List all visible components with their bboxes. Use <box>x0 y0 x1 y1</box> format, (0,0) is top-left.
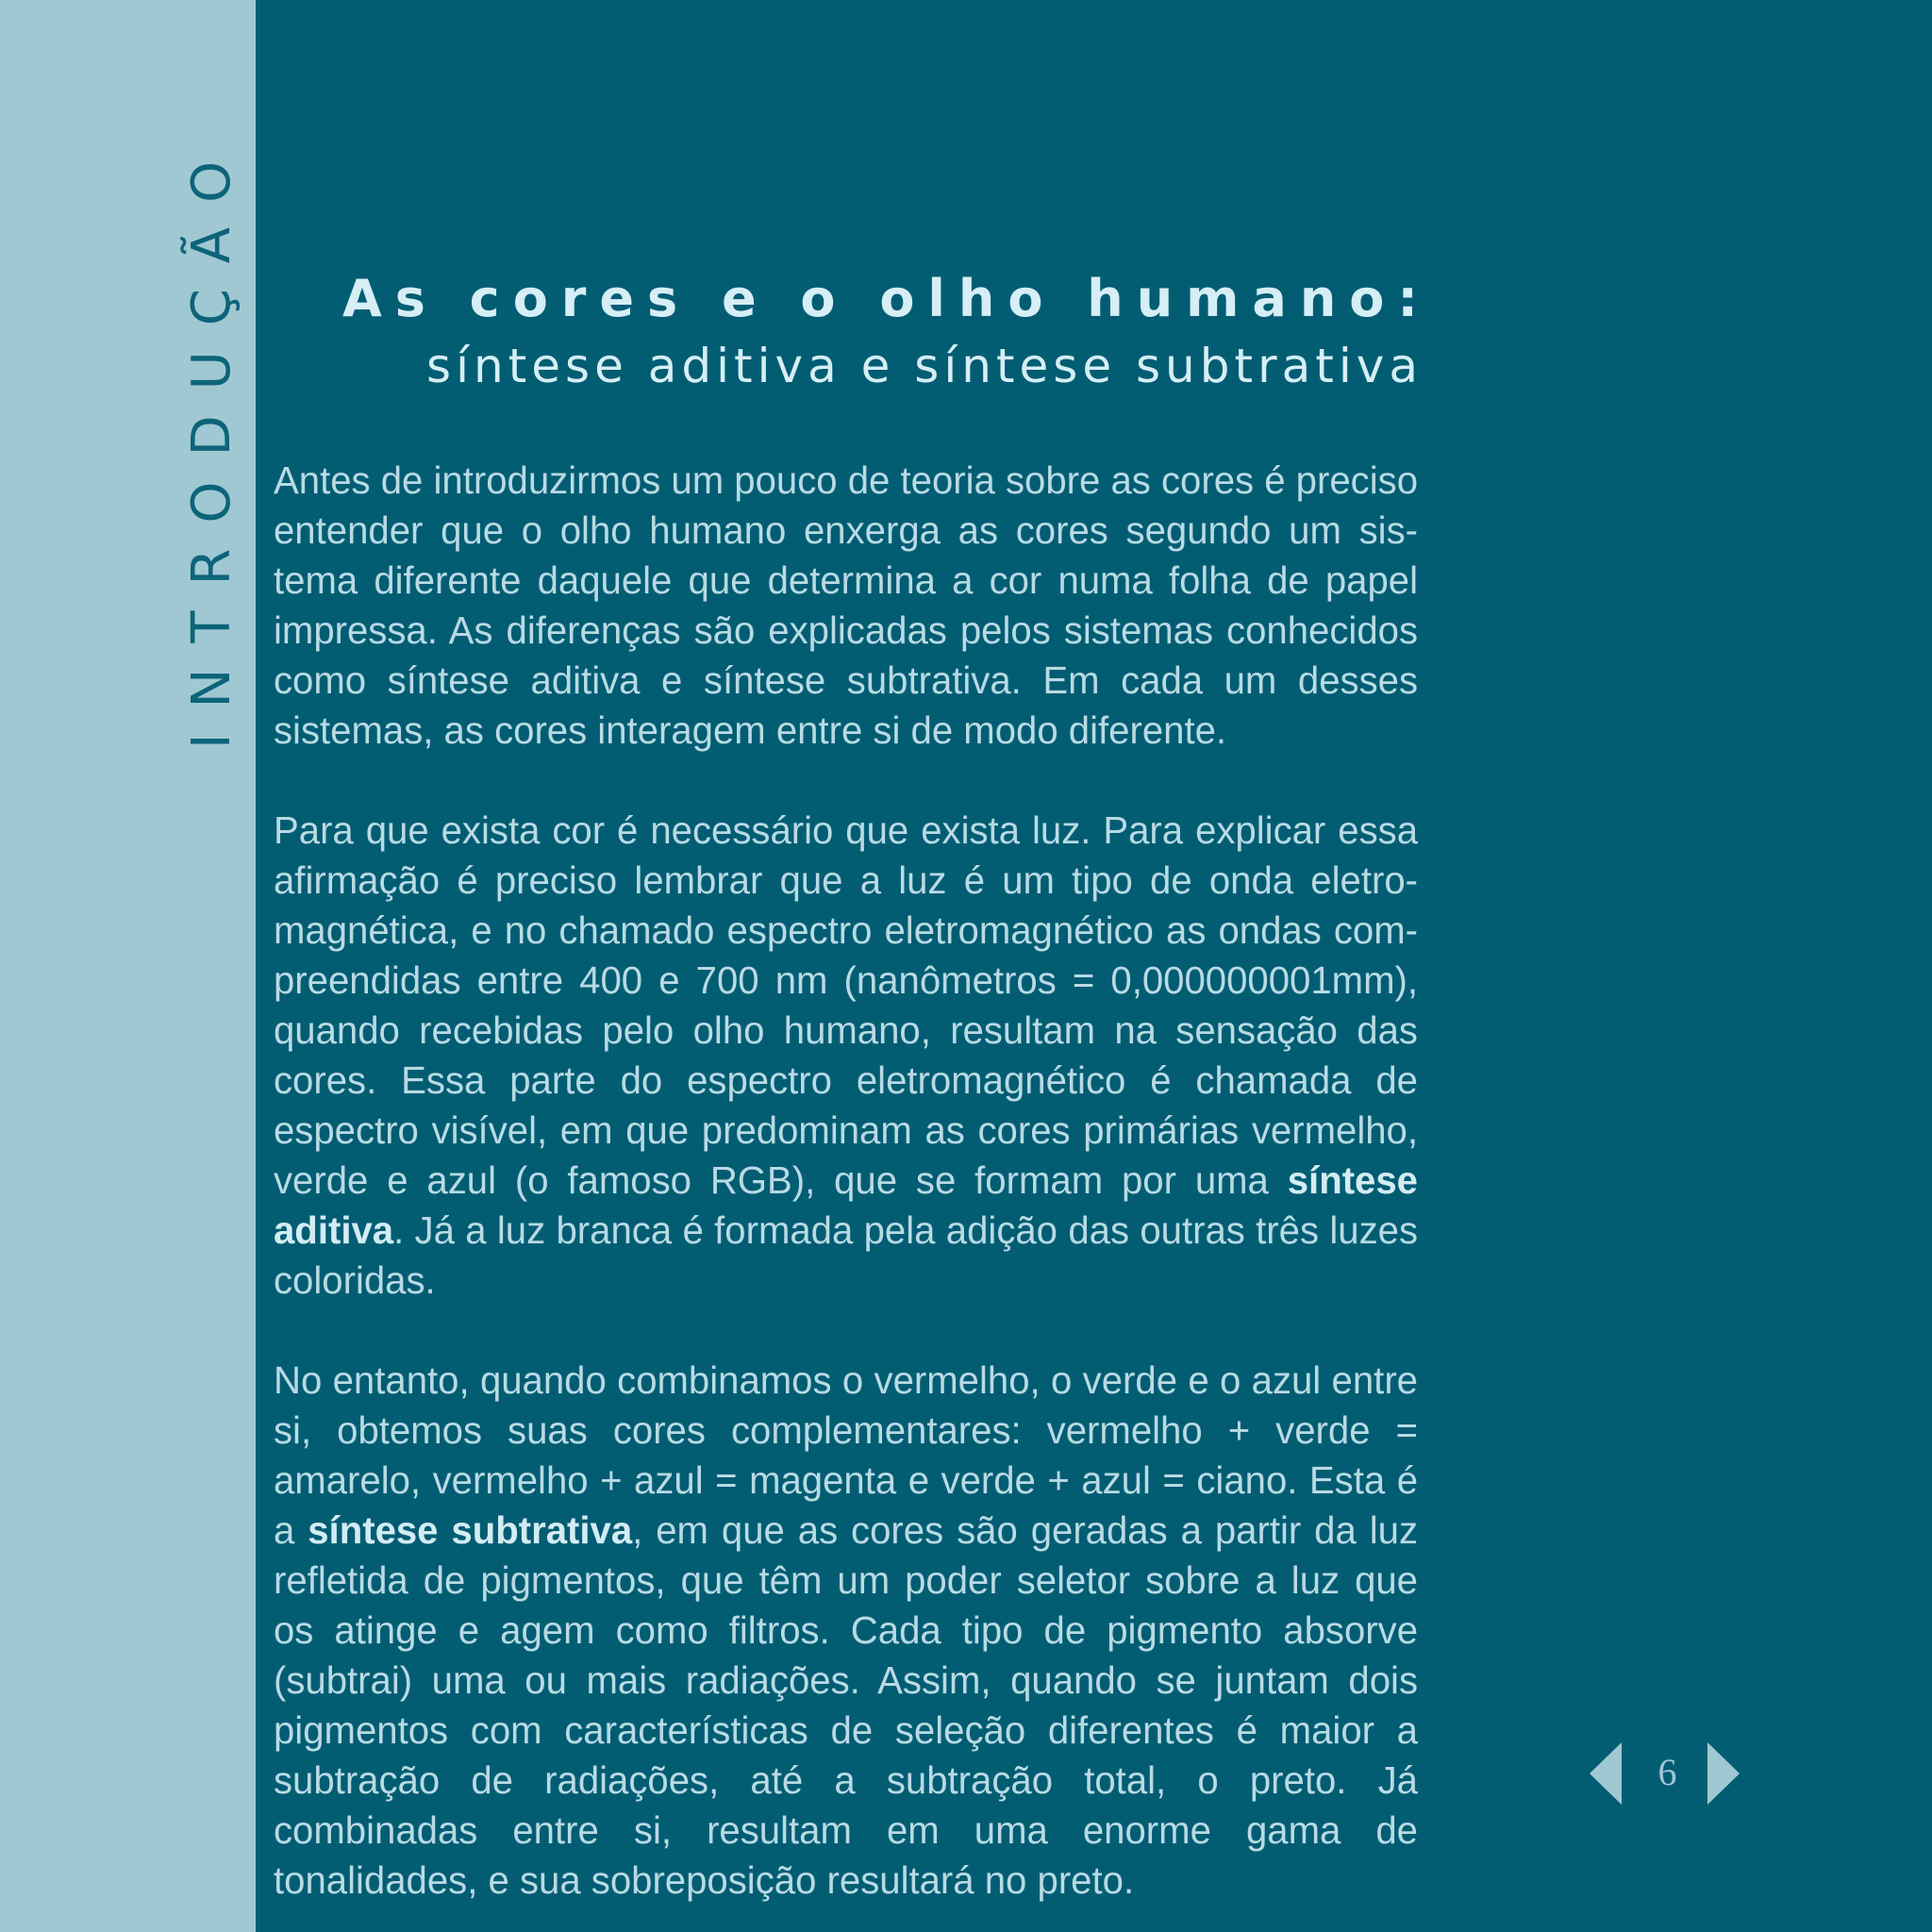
section-label: INTRODUÇÃO <box>181 135 242 749</box>
title-block <box>341 266 1431 400</box>
next-page-icon[interactable] <box>1707 1742 1740 1805</box>
paragraph-3 <box>274 1356 1418 1906</box>
previous-page-icon[interactable] <box>1590 1742 1622 1805</box>
page-subtitle: síntese aditiva e síntese subtrativa <box>426 339 1423 393</box>
paragraph-3-bold: síntese subtrativa <box>308 1508 633 1552</box>
paragraph-2-text-a: Para que exista cor é necessário que exista luz. Para explicar essa afirmação é preciso lembrar que a luz é um tipo de onda eletromagnética, e no chamado espectro eletromagnético as ondas compreendidas entre 400 e 700 nm (nanômetros = 0,000000001mm), quando recebidas pelo olho humano, resultam na sensação das cores. Essa parte do espectro eletromagnético é chamada de espectro visível, em que predominam as cores primárias vermelho, verde e azul (o famoso RGB), que se formam por uma <box>274 808 1418 1202</box>
paragraph-2-bold: síntese aditiva <box>274 1158 1418 1252</box>
paragraph-1: Antes de introduzirmos um pouco de teoria sobre as cores é preciso entender que o olho humano enxerga as cores segundo um sistema diferente daquele que determina a cor numa folha de papel impressa. As diferenças são explicadas pelos sistemas conhecidos como síntese aditiva e síntese subtrativa. Em cada um desses sistemas, as cores interagem entre si de modo diferente. <box>274 458 1418 752</box>
page-number: 6 <box>1657 1751 1677 1793</box>
page-title: As cores e o olho humano: <box>341 269 1431 328</box>
paragraph-3-text-b: , em que as cores são geradas a partir da luz refletida de pigmentos, que têm um poder seletor sobre a luz que os atinge e agem como filtros. Cada tipo de pigmento absorve (subtrai) uma ou mais radiações. Assim, quando se juntam dois pigmentos com características de seleção diferentes é maior a subtração de radiações, até a subtração total, o preto. Já combinadas entre si, resultam em uma enorme gama de tonalidades, e sua sobreposição resultará no preto. <box>274 1508 1418 1902</box>
pager <box>1590 1740 1742 1808</box>
body-text <box>274 456 1418 1932</box>
paragraph-2-text-b: . Já a luz branca é formada pela adição das outras três luzes coloridas. <box>274 1208 1418 1302</box>
paragraph-2 <box>274 806 1418 1306</box>
paragraph-3-text-a: No entanto, quando combinamos o vermelho, o verde e o azul entre si, obtemos suas cores complementares: vermelho + verde = amarelo, vermelho + azul = magenta e verde + azul = ciano. Esta é a <box>274 1358 1418 1552</box>
